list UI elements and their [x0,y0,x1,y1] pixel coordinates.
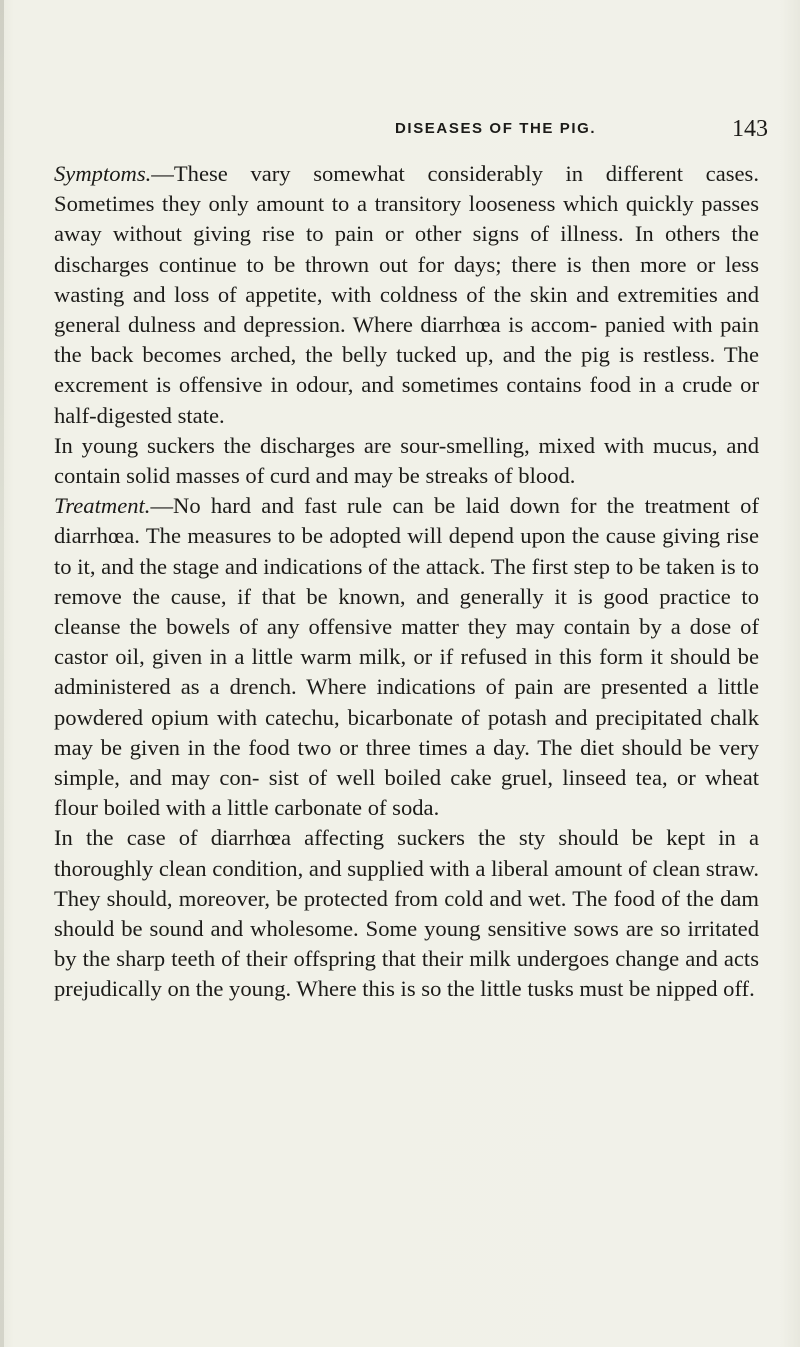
paragraph-treatment [54,491,759,823]
page-number: 143 [732,116,768,142]
paragraph-body: —No hard and fast rule can be laid down for the treatment of diarrhœa. The measures to be adopted will depend upon the cause giving rise to it, and the stage and indications of the attack. The first step to be taken is to remove the cause, if that be known, and generally it is good practice to cleanse the bowels of any offensive matter they may contain by a dose of castor oil, given in a little warm milk, or if refused in this form it should be administered as a drench. Where indications of pain are presented a little powdered opium with catechu, bicarbonate of potash and precipitated chalk may be given in the food two or three times a day. The diet should be very simple, and may con- sist of well boiled cake gruel, linseed tea, or wheat flour boiled with a little carbonate of soda. [54,493,759,821]
body-text [54,159,759,1005]
paragraph-body: In the case of diarrhœa affecting suckers the sty should be kept in a thoroughly clean condition, and supplied with a liberal amount of clean straw. They should, moreover, be protected from cold and wet. The food of the dam should be sound and wholesome. Some young sensitive sows are so irritated by the sharp teeth of their offspring that their milk undergoes change and acts prejudically on the young. Where this is so the little tusks must be nipped off. [54,825,759,1002]
paragraph-young-suckers [54,431,759,491]
paragraph-suckers-care [54,823,759,1004]
paragraph-body: In young suckers the discharges are sour-smelling, mixed with mucus, and contain solid masses of curd and may be streaks of blood. [54,432,759,489]
page-edge [0,0,4,1347]
paragraph-lead-treatment: Treatment. [54,493,151,519]
running-title: DISEASES OF THE PIG. [395,120,597,137]
paragraph-body: —These vary somewhat considerably in different cases. Sometimes they only amount to a transitory looseness which quickly passes away without giving rise to pain or other signs of illness. In others the discharges continue to be thrown out for days; there is then more or less wasting and loss of appetite, with coldness of the skin and extremities and general dulness and depression. Where diarrhœa is accom- panied with pain the back becomes arched, the belly tucked up, and the pig is restless. The excrement is offensive in odour, and sometimes contains food in a crude or half-digested state. [54,161,759,428]
paragraph-lead-symptoms: Symptoms. [54,161,152,186]
paragraph-symptoms [54,159,759,431]
page-header [0,116,800,146]
